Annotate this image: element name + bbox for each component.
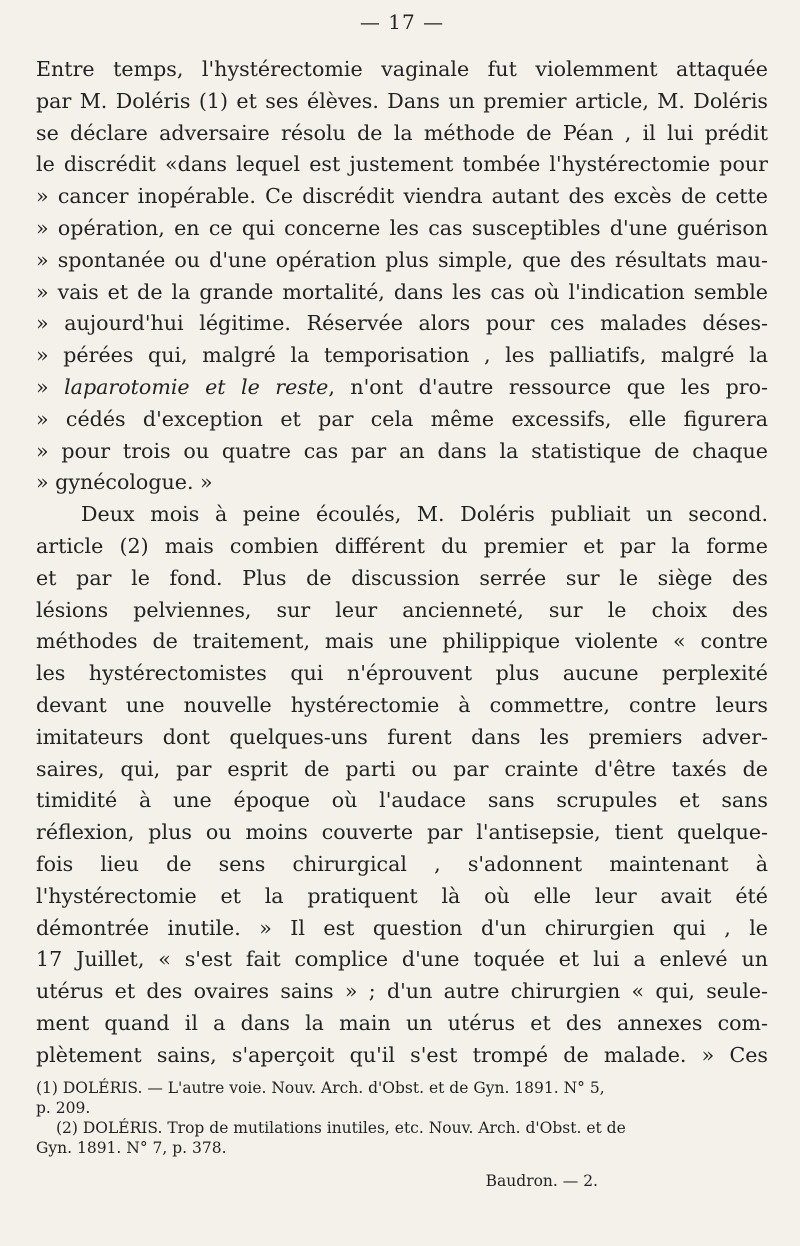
- text-line: saires, qui, par esprit de parti ou par crainte d'être taxés de: [36, 756, 768, 781]
- text-line: » spontanée ou d'une opération plus simple, que des résultats mau-: [36, 247, 768, 272]
- footnote-2: (2) DOLÉRIS. Trop de mutilations inutiles, etc. Nouv. Arch. d'Obst. et de: [56, 1118, 626, 1137]
- text-line: le discrédit «dans lequel est justement tombée l'hystérectomie pour: [36, 152, 768, 177]
- text-line: » opération, en ce qui concerne les cas susceptibles d'une guérison: [36, 215, 768, 240]
- text-line: les hystérectomistes qui n'éprouvent plus aucune perplexité: [36, 661, 768, 686]
- footnote-1: (1) DOLÉRIS. — L'autre voie. Nouv. Arch. d'Obst. et de Gyn. 1891. N° 5,: [36, 1078, 605, 1097]
- text-fragment: , n'ont d'autre ressource que les pro-: [328, 374, 768, 399]
- text-line: par M. Doléris (1) et ses élèves. Dans un premier article, M. Doléris: [36, 88, 768, 113]
- text-line: » pérées qui, malgré la temporisation , les palliatifs, malgré la: [36, 343, 768, 368]
- text-line: démontrée inutile. » Il est question d'un chirurgien qui , le: [36, 915, 768, 940]
- text-line: devant une nouvelle hystérectomie à commettre, contre leurs: [36, 692, 768, 717]
- text-line: plètement sains, s'aperçoit qu'il s'est trompé de malade. » Ces: [36, 1042, 768, 1067]
- text-line-with-italic: [36, 372, 768, 404]
- document-page: [36, 10, 768, 1190]
- text-line: se déclare adversaire résolu de la méthode de Péan , il lui prédit: [36, 120, 768, 145]
- text-line: lésions pelviennes, sur leur ancienneté, sur le choix des: [36, 597, 768, 622]
- text-line: imitateurs dont quelques-uns furent dans les premiers adver-: [36, 724, 768, 749]
- footnote-1-continued: p. 209.: [36, 1098, 91, 1117]
- page-number: — 17 —: [359, 10, 445, 34]
- main-text: [36, 54, 768, 1072]
- text-line: et par le fond. Plus de discussion serrée sur le siège des: [36, 565, 768, 590]
- text-line: méthodes de traitement, mais une philippique violente « contre: [36, 629, 768, 654]
- text-line: » vais et de la grande mortalité, dans les cas où l'indication semble: [36, 279, 768, 304]
- text-line: fois lieu de sens chirurgical , s'adonnent maintenant à: [36, 851, 768, 876]
- italic-phrase: laparotomie et le reste: [64, 374, 329, 399]
- text-line: timidité à une époque où l'audace sans scrupules et sans: [36, 788, 768, 813]
- text-line: réflexion, plus ou moins couverte par l'antisepsie, tient quelque-: [36, 820, 768, 845]
- text-line: article (2) mais combien différent du premier et par la forme: [36, 533, 768, 558]
- text-line: » cancer inopérable. Ce discrédit viendra autant des excès de cette: [36, 184, 768, 209]
- footnote-2-continued: Gyn. 1891. N° 7, p. 378.: [36, 1138, 227, 1157]
- text-fragment: »: [36, 374, 65, 399]
- text-line: » aujourd'hui légitime. Réservée alors pour ces malades déses-: [36, 311, 768, 336]
- text-line: ment quand il a dans la main un utérus et des annexes com-: [36, 1010, 768, 1035]
- text-line: » pour trois ou quatre cas par an dans la statistique de chaque: [36, 438, 768, 463]
- text-line: 17 Juillet, « s'est fait complice d'une toquée et lui a enlevé un: [36, 947, 768, 972]
- text-line: Deux mois à peine écoulés, M. Doléris publiait un second.: [81, 502, 768, 527]
- text-line: Entre temps, l'hystérectomie vaginale fut violemment attaquée: [36, 57, 768, 81]
- text-line: » cédés d'exception et par cela même excessifs, elle figurera: [36, 406, 768, 431]
- signature-mark: Baudron. — 2.: [485, 1171, 598, 1190]
- text-line: utérus et des ovaires sains » ; d'un autre chirurgien « qui, seule-: [36, 979, 768, 1004]
- footnotes: [36, 1078, 768, 1158]
- text-line: l'hystérectomie et la pratiquent là où elle leur avait été: [36, 883, 768, 908]
- text-line: » gynécologue. »: [36, 470, 213, 495]
